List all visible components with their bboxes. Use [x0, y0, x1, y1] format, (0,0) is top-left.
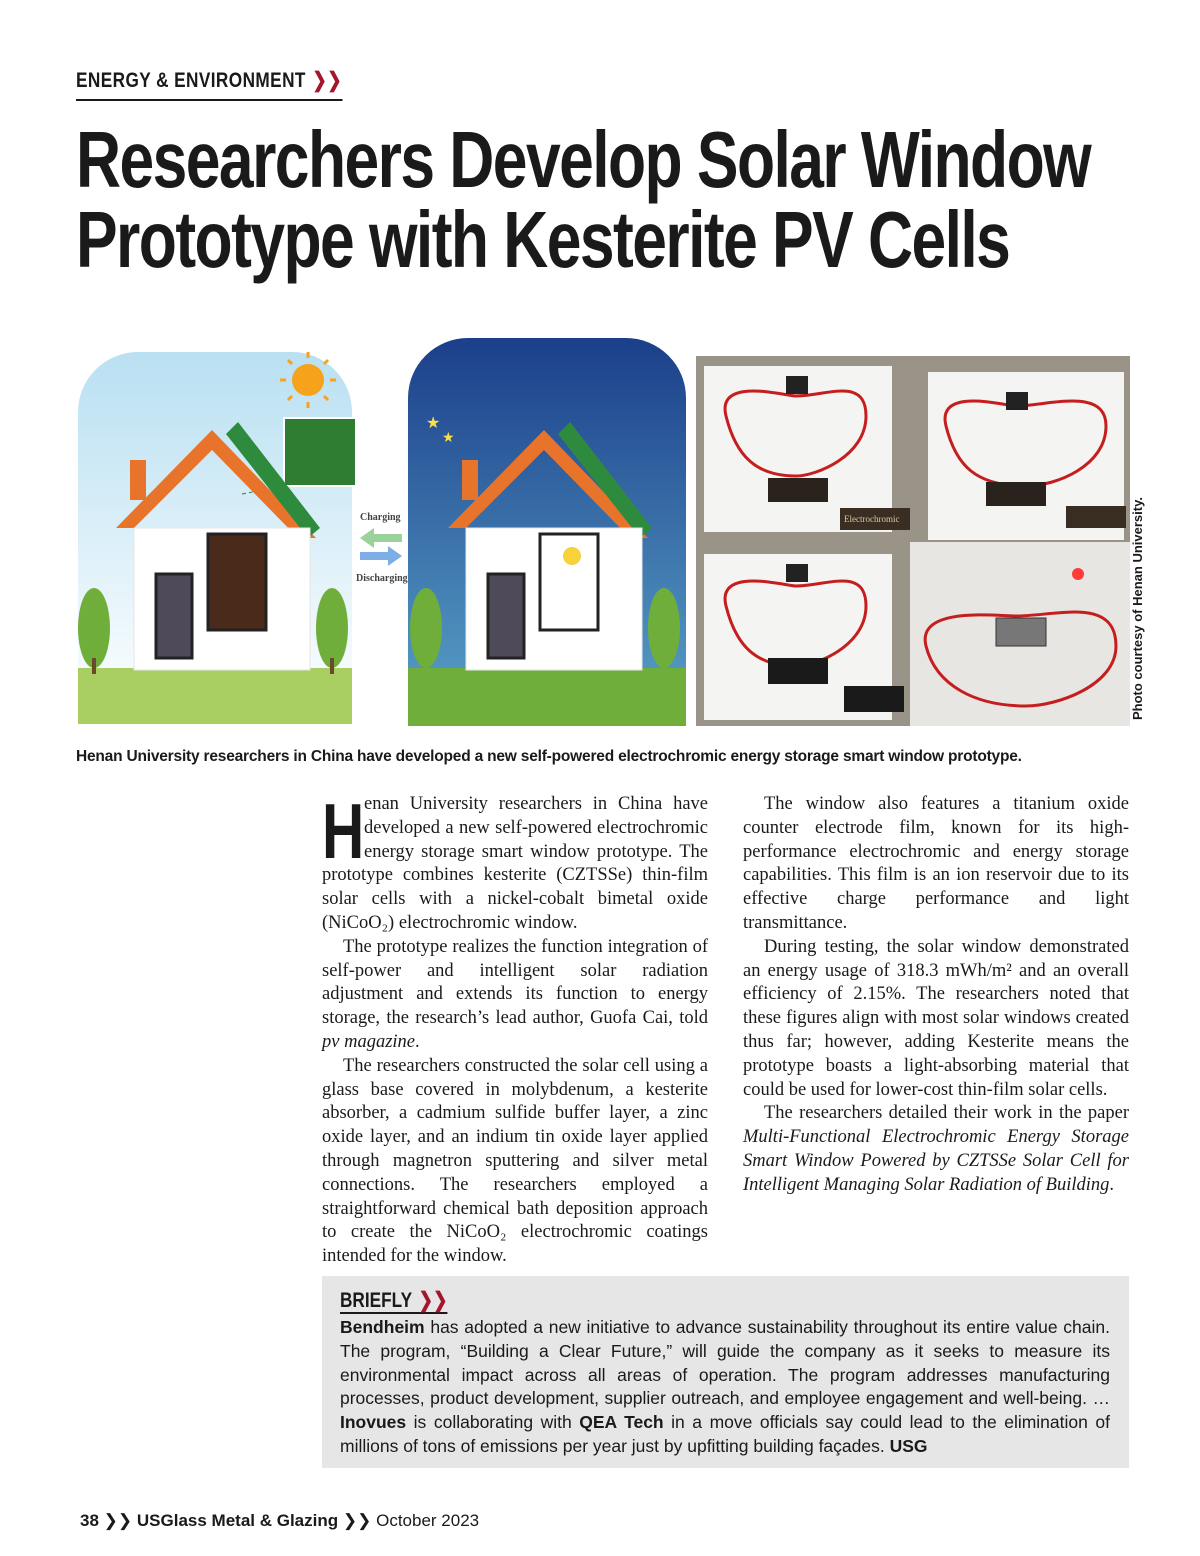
- drop-cap: H: [322, 787, 365, 875]
- solar-panel-zoom: [284, 418, 356, 486]
- article-column-1: [322, 787, 708, 1269]
- chevron-icon: ❯❯: [103, 1511, 133, 1530]
- section-label: ENERGY & ENVIRONMENT ❯❯: [76, 68, 342, 101]
- briefly-box: [322, 1276, 1129, 1468]
- article-paragraph-2: The prototype realizes the function integration of self-power and intelligent solar radiation adjustment and extends its function to energy storage, the research’s lead author, Guofa Cai, told pv magazine.: [322, 936, 708, 1052]
- figure-caption: Henan University researchers in China have developed a new self-powered electrochromic energy storage smart window prototype.: [76, 748, 1022, 765]
- article-paragraph-4: The window also features a titanium oxide counter electrode film, known for its high-performance electrochromic and energy storage capabilities. This film is an ion reservoir due to its effective charge performance and light transmittance.: [743, 794, 1129, 933]
- chevron-icon: ❯❯: [342, 1511, 372, 1530]
- svg-text:★: ★: [442, 431, 455, 446]
- device-photos: [696, 356, 1130, 726]
- article-column-2: [743, 793, 1129, 1198]
- briefly-text: Bendheim has adopted a new initiative to advance sustainability throughout its entire value chain. The program, “Building a Clear Future,” will guide the company as it seeks to measure its environmental impact across all areas of operation. The program addresses manufacturing processes, product development, supplier outreach, and employee engagement and well-being. … Inovues is collaborating with QEA Tech in a move officials say could lead to the elimination of millions of tons of emissions per year just by upfitting building façades. USG: [340, 1317, 1110, 1456]
- chevron-icon: ❯❯: [418, 1289, 448, 1312]
- article-paragraph-1: Henan University researchers in China have developed a new self-powered electrochromic energy storage smart window prototype. The prototype combines kesterite (CZTSSe) thin-film solar cells with a nickel-cobalt bimetal oxide (NiCoO₂) electrochromic window.: [322, 787, 708, 933]
- discharging-label: Discharging: [356, 573, 408, 584]
- charging-arrow: [360, 528, 402, 548]
- chevron-icon: ❯❯: [312, 69, 343, 92]
- headline-line-2: Prototype with Kesterite PV Cells: [76, 195, 1010, 284]
- svg-text:★: ★: [426, 415, 441, 432]
- briefly-title: BRIEFLY ❯❯: [340, 1289, 448, 1312]
- dark-window: [208, 534, 266, 630]
- issue-date: October 2023: [376, 1511, 480, 1530]
- article-figure: [76, 338, 1130, 726]
- article-paragraph-3: The researchers constructed the solar cell using a glass base covered in molybdenum, a kesterite absorber, a cadmium sulfide buffer layer, a zinc oxide layer, and an indium tin oxide layer applied through magnetron sputtering and silver metal connections. The researchers employed a straightforward chemical bath deposition approach to create the NiCoO₂ electrochromic coatings intended for the window.: [322, 1055, 708, 1267]
- sun-icon: [292, 364, 324, 396]
- house-illustration: [76, 338, 688, 726]
- publication-name: USGlass Metal & Glazing: [136, 1511, 339, 1530]
- end-mark: USG: [889, 1435, 928, 1456]
- article-paragraph-6: The researchers detailed their work in the paper Multi-Functional Electrochromic Energy Storage Smart Window Powered by CZTSSe Solar Cell for Intelligent Managing Solar Radiation of Building.: [743, 1103, 1129, 1195]
- article-paragraph-5: During testing, the solar window demonstrated an energy usage of 318.3 mWh/m² and an overall efficiency of 2.15%. The researchers noted that these figures align with most solar windows created thus far; however, adding Kesterite means the prototype boasts a light-absorbing material that could be used for lower-cost thin-film solar cells.: [743, 936, 1129, 1100]
- bulb-icon: [563, 547, 581, 565]
- photo-credit: Photo courtesy of Henan University.: [1130, 497, 1145, 720]
- electrochromic-label: Electrochromic: [844, 514, 900, 524]
- page-number: 38: [80, 1511, 99, 1530]
- discharging-arrow: [360, 546, 402, 566]
- headline: [76, 115, 1091, 284]
- headline-line-1: Researchers Develop Solar Window: [76, 115, 1091, 204]
- charging-label: Charging: [360, 512, 401, 523]
- page-footer: [80, 1511, 479, 1531]
